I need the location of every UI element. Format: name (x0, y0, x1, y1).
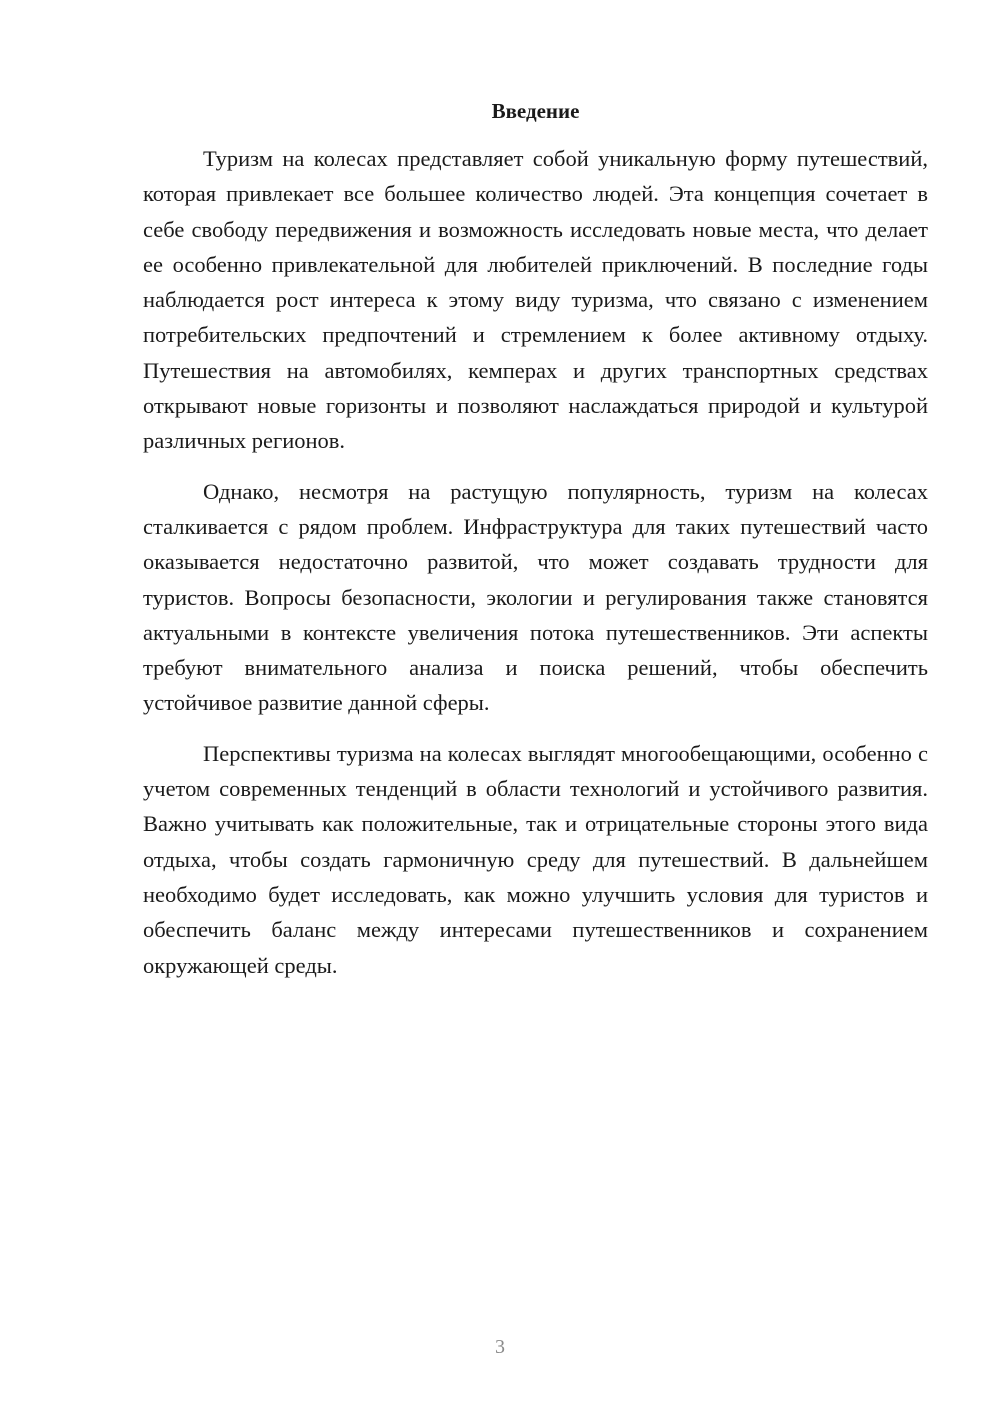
paragraph-prospects: Перспективы туризма на колесах выглядят многообещающими, особенно с учетом современных тенденций в области технологий и устойчивого развития. Важно учитывать как положительные, так и отрицательные стороны этого вида отдыха, чтобы создать гармоничную среду для путешествий. В дальнейшем необходимо будет исследовать, как можно улучшить условия для туристов и обеспечить баланс между интересами путешественников и сохранением окружающей среды. (143, 740, 928, 978)
page-body (143, 94, 928, 998)
section-title: Введение (491, 99, 580, 123)
paragraph-intro: Туризм на колесах представляет собой уникальную форму путешествий, которая привлекает все большее количество людей. Эта концепция сочетает в себе свободу передвижения и возможность исследовать новые места, что делает ее особенно привлекательной для любителей приключений. В последние годы наблюдается рост интереса к этому виду туризма, что связано с изменением потребительских предпочтений и стремлением к более активному отдыху. Путешествия на автомобилях, кемперах и других транспортных средствах открывают новые горизонты и позволяют наслаждаться природой и культурой различных регионов. (143, 146, 928, 454)
paragraph-problems: Однако, несмотря на растущую популярность, туризм на колесах сталкивается с рядом проблем. Инфраструктура для таких путешествий часто оказывается недостаточно развитой, что может создавать трудности для туристов. Вопросы безопасности, экологии и регулирования также становятся актуальными в контексте увеличения потока путешественников. Эти аспекты требуют внимательного анализа и поиска решений, чтобы обеспечить устойчивое развитие данной сферы. (143, 478, 928, 716)
page-number: 3 (495, 1336, 505, 1358)
